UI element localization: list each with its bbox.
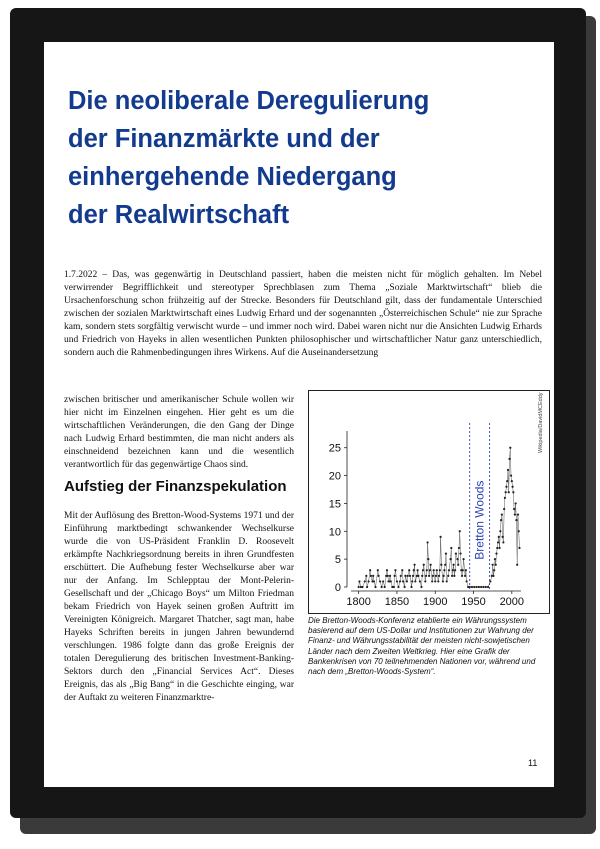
crisis-data-point — [447, 575, 449, 577]
crisis-data-point — [462, 569, 464, 571]
y-tick-label: 10 — [328, 526, 341, 539]
crisis-data-point — [495, 552, 497, 554]
crisis-data-point — [493, 569, 495, 571]
crisis-data-point — [377, 569, 379, 571]
crisis-data-point — [518, 530, 520, 532]
magazine-page — [44, 42, 554, 787]
title-line-3: einhergehende Niedergang — [68, 163, 397, 191]
figure-caption: Die Bretton-Woods-Konferenz etablierte ein Währungssystem basierend auf dem US-Dollar und Institutionen zur Wahrung der Finanz- und Währungsstabilität der meisten nicht-sowjetischen Länder nach dem Zweiten Weltkrieg. Hier eine Grafik der Bankenkrisen von 70 teilnehmenden Nationen vor, während und nach dem „Bretton-Woods-System“. — [308, 616, 536, 677]
crisis-data-point — [407, 575, 409, 577]
crisis-data-point — [423, 564, 425, 566]
crisis-data-point — [509, 447, 511, 449]
section-paragraph: Mit der Auflösung des Bretton-Wood-Systems 1971 und der Einführung marktbedingt schwankender Wechselkurse wurde die von US-Präsident Franklin D. Roosevelt erkämpfte Nachkriegsordnung bereits in ihren Grundfesten erschüttert. Die Aufhebung fester Wechselkurse aber war nur der Anfang. Im Schlepptau der Mont-Pelerin-Gesellschaft und der „Chicago Boys“ um Milton Friedman bekam Friedrich von Hayek seinen großen Auftritt im Vereinigten Königreich. Margaret Thatcher, sagt man, habe Hayeks Schriften bereits in jungen Jahren bewundernd verschlungen. 1986 folgte dann das große Ereignis der totalen Deregulierung des britischen Investment-Banking-Sektors durch den „Financial Services Act“. Dieses Ereignis, das als „Big Bang“ in die Geschichte einging, war der Auftakt zu weiteren Finanzmarktre- — [64, 511, 294, 703]
crisis-data-point — [464, 575, 466, 577]
crisis-data-point — [377, 575, 379, 577]
crisis-data-point — [386, 569, 388, 571]
x-tick-label: 1800 — [346, 596, 371, 608]
crisis-data-point — [358, 580, 360, 582]
crisis-data-point — [390, 580, 392, 582]
crisis-data-point — [384, 586, 386, 588]
crisis-data-point — [381, 586, 383, 588]
article-title — [68, 82, 538, 234]
chart-credit: Wikipedia/DavidMCEddy — [538, 392, 544, 453]
crisis-data-point — [501, 513, 503, 515]
crisis-data-point — [451, 575, 453, 577]
crisis-data-point — [439, 569, 441, 571]
crisis-data-point — [515, 502, 517, 504]
crisis-data-point — [417, 569, 419, 571]
crisis-data-point — [518, 547, 520, 549]
title-line-2: der Finanzmärkte und der — [68, 125, 380, 153]
bretton-woods-label: Bretton Woods — [472, 480, 487, 560]
crisis-data-point — [492, 564, 494, 566]
crisis-data-point — [413, 564, 415, 566]
crisis-data-point — [368, 580, 370, 582]
crisis-data-point — [497, 541, 499, 543]
crisis-data-point — [412, 575, 414, 577]
crisis-data-point — [404, 575, 406, 577]
crisis-data-point — [462, 558, 464, 560]
crisis-data-point — [440, 564, 442, 566]
crisis-data-point — [396, 580, 398, 582]
crisis-data-point — [394, 575, 396, 577]
crisis-data-point — [513, 508, 515, 510]
crisis-data-point — [505, 491, 507, 493]
crisis-data-point — [487, 586, 489, 588]
crisis-data-point — [433, 569, 435, 571]
crisis-data-point — [459, 552, 461, 554]
crisis-data-point — [409, 575, 411, 577]
crisis-data-point — [439, 536, 441, 538]
crisis-data-point — [499, 530, 501, 532]
crisis-data-point — [421, 575, 423, 577]
crisis-data-point — [438, 575, 440, 577]
crisis-data-point — [473, 586, 475, 588]
crisis-data-point — [417, 575, 419, 577]
crisis-data-point — [471, 586, 473, 588]
crisis-data-point — [364, 580, 366, 582]
crisis-data-point — [400, 575, 402, 577]
y-tick-label: 5 — [334, 554, 341, 567]
crisis-data-point — [374, 586, 376, 588]
crisis-data-point — [432, 575, 434, 577]
crisis-data-point — [455, 552, 457, 554]
y-tick-label: 15 — [328, 498, 341, 511]
title-line-4: der Realwirtschaft — [68, 201, 290, 229]
crisis-data-point — [500, 519, 502, 521]
crisis-data-point — [452, 569, 454, 571]
chart-svg — [309, 391, 549, 613]
crisis-data-point — [365, 575, 367, 577]
crisis-data-point — [402, 580, 404, 582]
crisis-data-point — [465, 569, 467, 571]
crisis-data-point — [449, 558, 451, 560]
crisis-data-point — [430, 564, 432, 566]
crisis-data-point — [414, 580, 416, 582]
crisis-data-point — [515, 519, 517, 521]
intro-paragraph: 1.7.2022 – Das, was gegenwärtig in Deutschland passiert, haben die meisten nicht für möglich gehalten. Im Nebel verwirrender Begrifflichkeit und stereotyper Sprechblasen zum Thema „Soziale Marktwirtschaft“ blieb die Ursachenforschung schon frühzeitig auf der Strecke. Besonders für Deutschland gilt, dass der fundamentale Unterschied zwischen der sozialen Marktwirtschaft eines Ludwig Erhard und der sogenannten „Österreichischen Schule“ nie zur Sprache kam, sondern stets sorgfältig verwischt wurde – und immer noch wird. Dabei waren nicht nur die Ansichten Ludwig Erhards und Friedrich von Hayeks in allen wesentlichen Punkten philosophischer und wirtschaftlicher Natur ganz unterschiedlich, sondern auch die Rahmenbedingungen ihres Wirkens. Auf die Auseinandersetzung — [64, 270, 542, 358]
crisis-data-point — [401, 569, 403, 571]
crisis-data-point — [379, 580, 381, 582]
crisis-data-point — [498, 547, 500, 549]
crisis-data-point — [478, 586, 480, 588]
crisis-data-point — [507, 469, 509, 471]
crisis-data-point — [448, 569, 450, 571]
crisis-data-point — [461, 575, 463, 577]
crisis-data-point — [406, 580, 408, 582]
title-line-1: Die neoliberale Deregulierung — [68, 87, 430, 115]
crisis-data-point — [369, 569, 371, 571]
crisis-data-point — [508, 491, 510, 493]
crisis-data-point — [495, 564, 497, 566]
crisis-data-point — [458, 547, 460, 549]
crisis-data-point — [358, 586, 360, 588]
x-tick-label: 1850 — [384, 596, 410, 608]
crisis-data-point — [410, 586, 412, 588]
crisis-data-point — [517, 513, 519, 515]
crisis-data-point — [514, 513, 516, 515]
page-number: 11 — [528, 758, 538, 768]
crisis-data-point — [489, 580, 491, 582]
crisis-data-point — [480, 586, 482, 588]
crisis-data-point — [512, 491, 514, 493]
crisis-data-point — [498, 536, 500, 538]
intro-paragraph-continued: zwischen britischer und amerikanischer Schule wollen wir hier nicht im Einzelnen eingehen. Hier geht es um die wirtschaftlichen Veränderungen, die den Gang der Dinge nach Ludwig Erhard bestimmten, die man nicht anders als einschneidend bezeichnen kann und die wesentlich verantwortlich für das gegenwärtige Chaos sind. — [64, 395, 294, 470]
crisis-series-line — [359, 448, 520, 587]
crisis-data-point — [494, 558, 496, 560]
section-heading: Aufstieg der Finanzspekulation — [64, 478, 287, 495]
crisis-data-point — [504, 497, 506, 499]
crisis-data-point — [492, 575, 494, 577]
crisis-data-point — [428, 575, 430, 577]
crisis-data-point — [469, 586, 471, 588]
crisis-data-point — [361, 586, 363, 588]
crisis-data-point — [426, 569, 428, 571]
crisis-data-point — [456, 558, 458, 560]
crisis-data-point — [429, 569, 431, 571]
crisis-data-point — [454, 569, 456, 571]
x-tick-label: 2000 — [499, 596, 525, 608]
crisis-data-point — [404, 586, 406, 588]
crisis-data-point — [426, 541, 428, 543]
crisis-data-point — [442, 580, 444, 582]
crisis-data-point — [457, 564, 459, 566]
crisis-data-point — [445, 552, 447, 554]
crisis-data-point — [370, 575, 372, 577]
crisis-data-point — [502, 541, 504, 543]
crisis-data-point — [485, 586, 487, 588]
crisis-data-point — [502, 536, 504, 538]
crisis-data-point — [419, 580, 421, 582]
crisis-data-point — [443, 575, 445, 577]
crisis-data-point — [393, 586, 395, 588]
crisis-data-point — [516, 564, 518, 566]
crisis-data-point — [425, 575, 427, 577]
crisis-data-point — [453, 564, 455, 566]
x-tick-label: 1900 — [422, 596, 448, 608]
crisis-data-point — [373, 580, 375, 582]
crisis-data-point — [424, 580, 426, 582]
crisis-data-point — [511, 480, 513, 482]
crisis-data-point — [443, 569, 445, 571]
y-tick-label: 20 — [328, 470, 341, 483]
crisis-data-point — [427, 558, 429, 560]
crisis-data-point — [453, 575, 455, 577]
crisis-data-point — [411, 580, 413, 582]
crisis-data-point — [434, 580, 436, 582]
crisis-data-point — [397, 586, 399, 588]
crisis-data-point — [466, 580, 468, 582]
crisis-data-point — [496, 547, 498, 549]
y-tick-label: 0 — [334, 582, 341, 594]
crisis-data-point — [435, 575, 437, 577]
x-tick-label: 1950 — [461, 596, 486, 608]
crisis-data-point — [366, 586, 368, 588]
crisis-data-point — [450, 547, 452, 549]
crisis-data-point — [372, 575, 374, 577]
crisis-data-point — [446, 580, 448, 582]
crisis-data-point — [459, 530, 461, 532]
crisis-data-point — [422, 569, 424, 571]
crisis-data-point — [511, 486, 513, 488]
crisis-data-point — [420, 586, 422, 588]
y-tick-label: 25 — [328, 442, 341, 455]
crisis-data-point — [506, 480, 508, 482]
crisis-data-point — [436, 569, 438, 571]
crisis-data-point — [399, 580, 401, 582]
crisis-data-point — [394, 569, 396, 571]
crisis-data-point — [510, 474, 512, 476]
crisis-data-point — [475, 586, 477, 588]
crisis-data-point — [431, 580, 433, 582]
crisis-data-point — [437, 580, 439, 582]
crisis-data-point — [413, 569, 415, 571]
crisis-data-point — [482, 586, 484, 588]
crisis-data-point — [387, 575, 389, 577]
crisis-data-point — [503, 508, 505, 510]
crisis-data-point — [408, 569, 410, 571]
crisis-data-point — [508, 458, 510, 460]
banking-crises-chart — [308, 390, 550, 614]
crisis-data-point — [444, 564, 446, 566]
crisis-data-point — [389, 575, 391, 577]
crisis-data-point — [382, 580, 384, 582]
crisis-data-point — [505, 486, 507, 488]
